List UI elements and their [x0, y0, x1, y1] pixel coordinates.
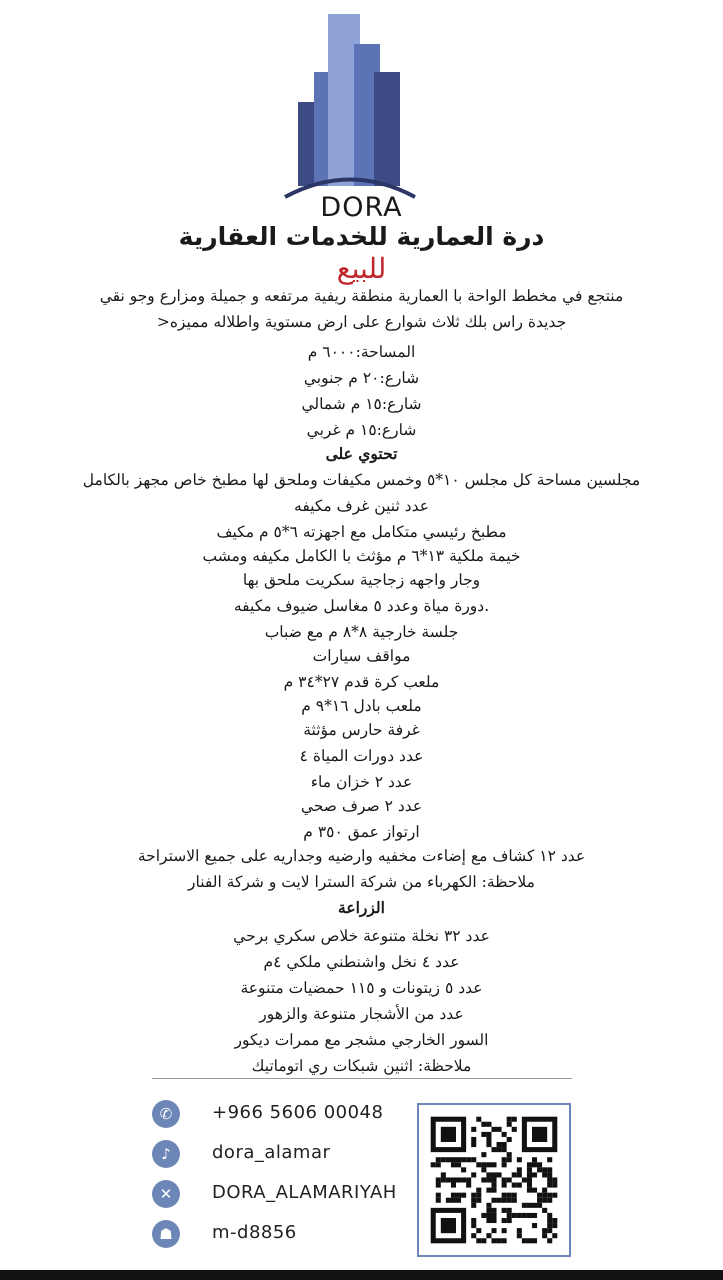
- listing-line: عدد ٢ خزان ماء: [310, 773, 413, 791]
- listing-line: الزراعة: [338, 898, 385, 917]
- listing-line: عدد ١٢ كشاف مع إضاءت مخفيه وارضيه وجداريه على جميع الاستراحة: [137, 847, 586, 865]
- listing-line: غرفة حارس مؤثثة: [303, 721, 420, 739]
- listing-line: عدد ٢ صرف صحي: [300, 797, 423, 815]
- listing-line: مطبخ رئيسي متكامل مع اجهزته ٦*٥ م مكيف: [216, 523, 507, 541]
- listing-line: شارع:١٥ م شمالي: [301, 395, 422, 413]
- contact-text: m-d8856: [212, 1222, 297, 1243]
- listing-line: ارتواز عمق ٣٥٠ م: [303, 823, 420, 841]
- brand-name-ar: درة العمارية للخدمات العقارية: [178, 222, 545, 251]
- listing-line: ملعب كرة قدم ٢٧*٣٤ م: [283, 673, 440, 691]
- listing-line: جلسة خارجية ٨*٨ م مع ضباب: [264, 623, 459, 641]
- bottom-bar: [0, 1270, 723, 1280]
- listing-line: شارع:١٥ م غربي: [306, 421, 417, 439]
- listing-line: عدد من الأشجار متنوعة والزهور: [259, 1005, 464, 1023]
- contact-text: DORA_ALAMARIYAH: [212, 1182, 397, 1203]
- listing-line: خيمة ملكية ١٣*٦ م مؤثث با الكامل مكيفه ومشب: [202, 547, 521, 565]
- listing-line: السور الخارجي مشجر مع ممرات ديكور: [234, 1031, 489, 1049]
- listing-line: عدد ٣٢ نخلة متنوعة خلاص سكري برحي: [233, 927, 490, 945]
- listing-line: تحتوي على: [325, 444, 398, 463]
- listing-line: عدد ٤ نخل واشنطني ملكي ٤م: [263, 953, 460, 971]
- listing-line: جديدة راس بلك ثلاث شوارع على ارض مستوية واطلاله مميزه<: [156, 313, 567, 331]
- listing-line: ملعب بادل ١٦*٩ م: [301, 697, 422, 715]
- contact-text: dora_alamar: [212, 1142, 331, 1163]
- qr-code[interactable]: [417, 1103, 571, 1257]
- listing-line: عدد دورات المياة ٤: [299, 747, 424, 765]
- whatsapp-icon: ✆: [152, 1100, 180, 1128]
- listing-line: عدد ثنين غرف مكيفه: [294, 497, 429, 515]
- x-icon: ✕: [152, 1180, 180, 1208]
- contact-text: +966 5606 00048: [212, 1102, 384, 1123]
- listing-line: .دورة مياة وعدد ٥ مغاسل ضيوف مكيفه: [233, 597, 490, 615]
- listing-line: منتجع في مخطط الواحة با العمارية منطقة ريفية مرتفعه و جميلة ومزارع وجو نقي: [99, 287, 624, 305]
- listing-line: مجلسين مساحة كل مجلس ١٠*٥ وخمس مكيفات وملحق لها مطبخ خاص مجهز بالكامل: [82, 471, 641, 489]
- listing-line: عدد ٥ زيتونات و ١١٥ حمضيات متنوعة: [240, 979, 483, 997]
- brand-name-en: DORA: [320, 192, 403, 223]
- dora-logo: [280, 12, 420, 202]
- listing-line: مواقف سيارات: [312, 647, 411, 665]
- listing-line: شارع:٢٠ م جنوبي: [303, 369, 420, 387]
- snapchat-icon: ☗: [152, 1220, 180, 1248]
- listing-line: وجار واجهه زجاجية سكريت ملحق بها: [242, 571, 481, 589]
- listing-line: ملاحظة: اثنين شبكات ري اتوماتيك: [251, 1057, 472, 1075]
- tiktok-icon: ♪: [152, 1140, 180, 1168]
- listing-line: ملاحظة: الكهرباء من شركة السترا لايت و شركة الفنار: [188, 873, 535, 891]
- divider: [152, 1078, 572, 1079]
- for-sale-headline: للبيع: [336, 252, 387, 285]
- listing-line: المساحة:٦٠٠٠ م: [307, 343, 416, 361]
